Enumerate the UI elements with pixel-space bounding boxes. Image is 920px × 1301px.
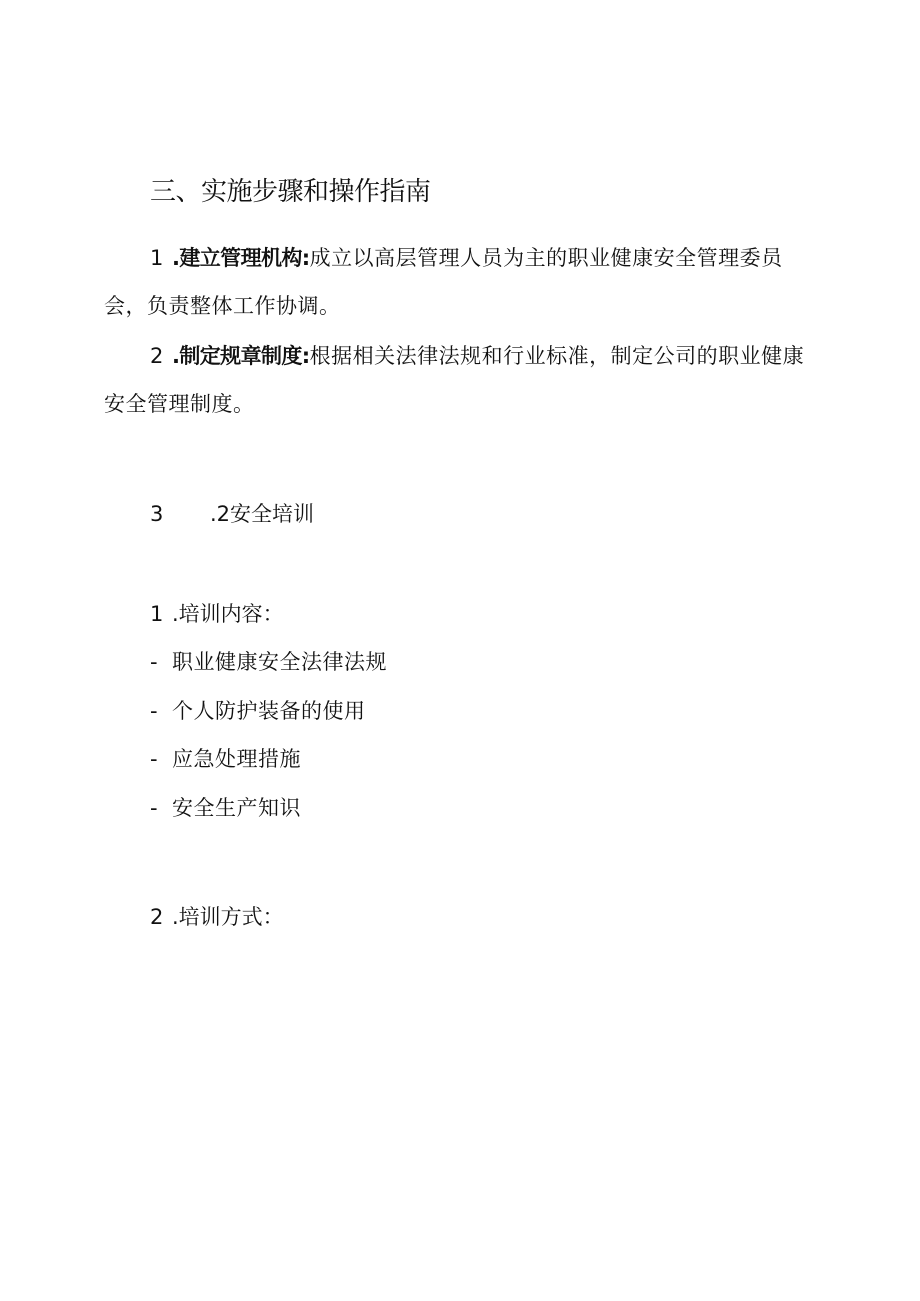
step-paragraph — [104, 234, 824, 330]
list-item-text: 职业健康安全法律法规 — [172, 650, 387, 674]
item-title: .培训内容： — [172, 602, 284, 626]
list-item — [150, 784, 387, 833]
step-text: 成立以高层管理人员为主的职业健康安全管理委员会，负责整体工作协调。 — [104, 246, 783, 318]
dash-marker: - — [150, 698, 159, 723]
list-item — [150, 687, 387, 736]
step-lead: .制定规章制度: — [172, 344, 310, 368]
step-lead: .建立管理机构: — [172, 246, 310, 270]
item-title: .培训方式： — [172, 905, 284, 929]
item-number: 2 — [150, 905, 164, 929]
dash-marker: - — [150, 747, 159, 771]
step-number: 2 — [150, 344, 164, 368]
item-number: 1 — [150, 602, 164, 626]
subsection-number: 3 — [150, 502, 164, 526]
training-content-heading — [150, 590, 284, 638]
training-method-heading — [150, 893, 284, 941]
list-item-text: 安全生产知识 — [172, 795, 301, 820]
list-item-text: 应急处理措施 — [172, 747, 301, 771]
step-text: 根据相关法律法规和行业标准，制定公司的职业健康安全管理制度。 — [104, 344, 805, 416]
training-content-list — [150, 638, 387, 832]
subsection-title: .2安全培训 — [210, 502, 315, 526]
dash-marker: - — [150, 795, 159, 820]
list-item — [150, 735, 387, 784]
list-item-text: 个人防护装备的使用 — [172, 698, 366, 723]
step-paragraph — [104, 332, 824, 428]
section-heading: 三、实施步骤和操作指南 — [150, 177, 431, 207]
step-number: 1 — [150, 246, 164, 270]
list-item — [150, 638, 387, 687]
dash-marker: - — [150, 650, 159, 674]
subsection-heading — [150, 490, 314, 538]
